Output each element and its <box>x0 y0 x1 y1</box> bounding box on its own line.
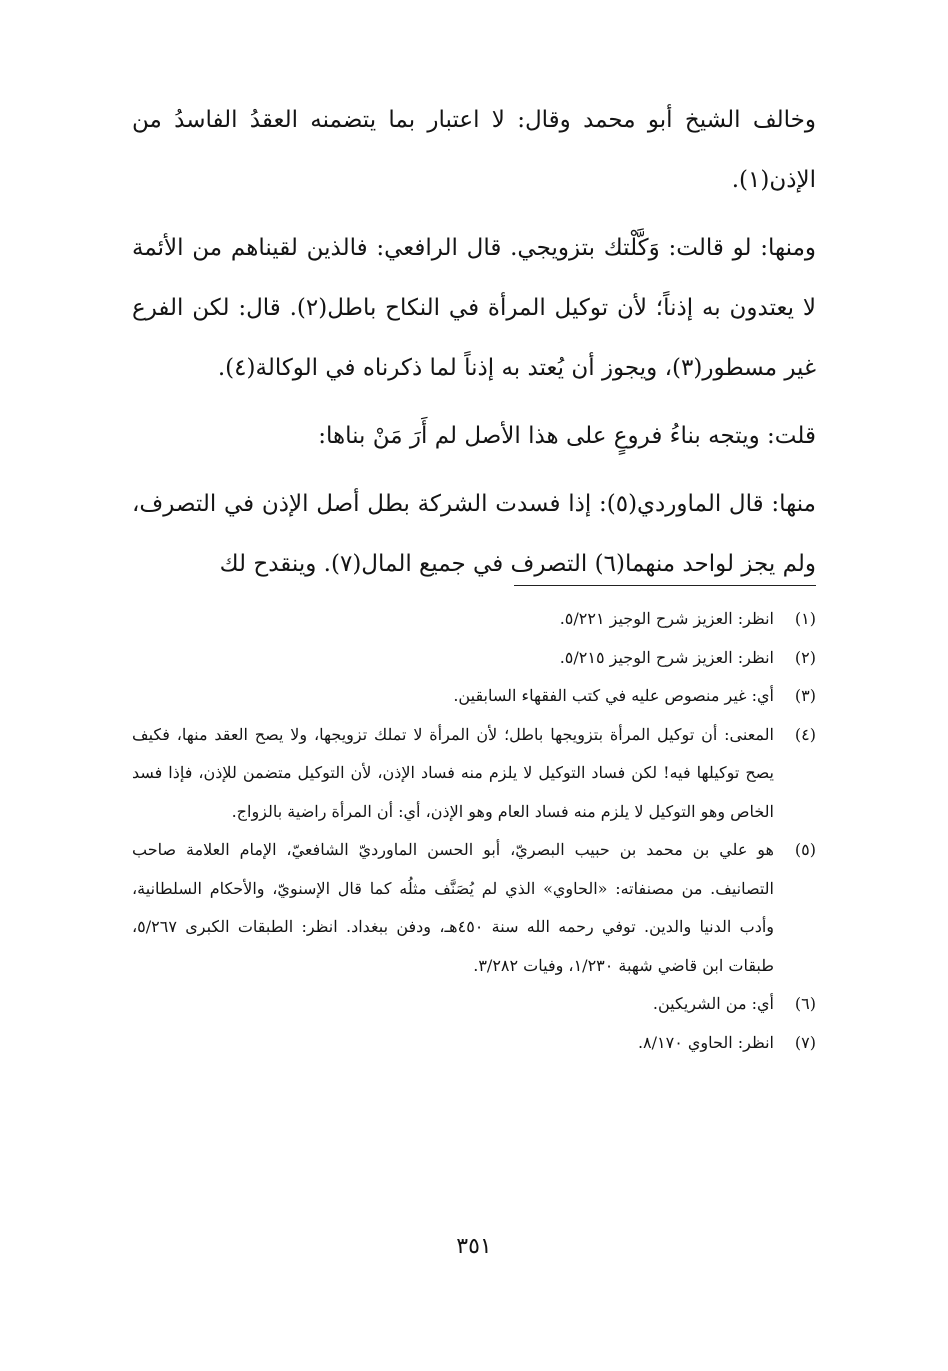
paragraph: ومنها: لو قالت: وَكَّلْتك بتزويجي. قال الرافعي: فالذين لقيناهم من الأئمة لا يعتدون به إذناً؛ لأن توكيل المرأة في النكاح باطل(٢). قال: لكن الفرع غير مسطور(٣)، ويجوز أن يُعتد به إذناً لما ذكرناه في الوكالة(٤). <box>132 235 816 381</box>
footnote-text: هو علي بن محمد بن حبيب البصريّ، أبو الحسن الماورديّ الشافعيّ، الإمام العلامة صاحب التصانيف. من مصنفاته: «الحاوي» الذي لم يُصَنَّف مثلُه كما قال الإسنويّ، والأحكام السلطانية، وأدب الدنيا والدين. توفي رحمه الله سنة ٤٥٠هـ، ودفن ببغداد. انظر: الطبقات الكبرى ٥/٢٦٧، طبقات ابن قاضي شهبة ١/٢٣٠، وفيات ٣/٢٨٢. <box>132 840 775 975</box>
main-text-body <box>132 90 816 594</box>
footnote <box>132 1024 816 1063</box>
footnote <box>132 985 816 1024</box>
footnote-number: (٤) <box>794 724 816 744</box>
footnote <box>132 600 816 639</box>
footnotes-section <box>132 600 816 1062</box>
footnote-number: (٥) <box>794 840 816 859</box>
footnote <box>132 677 816 716</box>
paragraph: قلت: ويتجه بناءُ فروعٍ على هذا الأصل لم أَرَ مَنْ بناها: <box>318 423 816 449</box>
footnote-number: (٧) <box>794 1032 816 1052</box>
paragraph: وخالف الشيخ أبو محمد وقال: لا اعتبار بما يتضمنه العقدُ الفاسدُ من الإذن(١). <box>132 107 816 193</box>
footnote-divider <box>514 585 816 586</box>
footnote-text: المعنى: أن توكيل المرأة بتزويجها باطل؛ لأن المرأة لا تملك تزويجها، ولا يصح العقد منها، فكيف يصح توكيلها فيه! لكن فساد التوكيل لا يلزم منه فساد الإذن، لأن التوكيل متضمن للإذن، فإذا فسد الخاص وهو التوكيل لا يلزم منه فساد العام وهو الإذن، أي: أن المرأة راضية بالزواج. <box>132 724 775 821</box>
footnote-number: (٢) <box>794 647 816 667</box>
footnote <box>132 639 816 678</box>
footnote <box>132 831 816 985</box>
footnote-number: (٦) <box>794 994 816 1013</box>
footnote-text: أي: من الشريكين. <box>652 994 774 1013</box>
footnote-text: انظر: العزيز شرح الوجيز ٥/٢١٥. <box>559 647 774 667</box>
footnote-text: انظر: العزيز شرح الوجيز ٥/٢٢١. <box>559 609 774 628</box>
footnote-number: (١) <box>794 609 816 628</box>
footnote <box>132 716 816 832</box>
footnote-text: انظر: الحاوي ٨/١٧٠. <box>637 1032 774 1052</box>
footnote-text: أي: غير منصوص عليه في كتب الفقهاء السابقين. <box>453 686 774 705</box>
footnote-number: (٣) <box>794 686 816 705</box>
paragraph: منها: قال الماوردي(٥): إذا فسدت الشركة بطل أصل الإذن في التصرف، ولم يجز لواحد منهما(٦) التصرف في جميع المال(٧). وينقدح لك <box>132 491 816 577</box>
page-number: ٣٥١ <box>456 1234 492 1259</box>
